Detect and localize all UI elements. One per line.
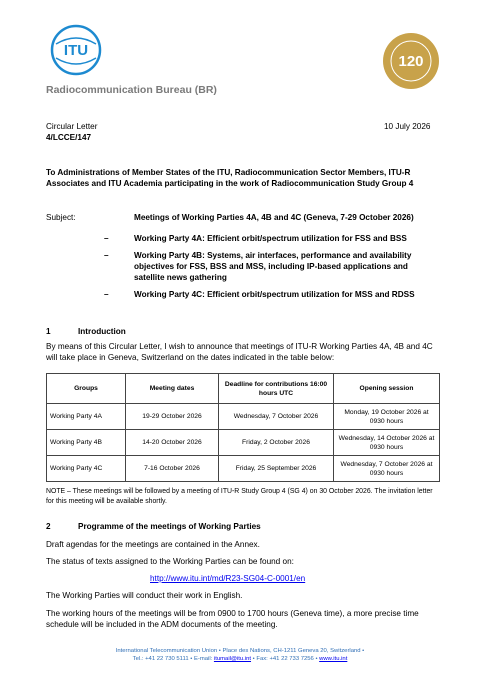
column-header: Deadline for contributions 16:00 hours UTC xyxy=(219,374,334,404)
letter-date: 10 July 2026 xyxy=(384,122,431,131)
intro-paragraph: By means of this Circular Letter, I wish to announce that meetings of ITU-R Working Parties 4A, 4B and 4C will take place in Geneva, Switzerland on the dates indicated in the table below: xyxy=(46,342,433,362)
letter-ref: 4/LCCE/147 xyxy=(46,133,92,142)
meetings-table xyxy=(46,373,440,482)
bullet-text: Working Party 4C: Efficient orbit/spectrum utilization for MSS and RDSS xyxy=(134,290,415,299)
footer-email-link[interactable]: itumail@itu.int xyxy=(213,656,252,662)
cell-deadline: Wednesday, 7 October 2026 xyxy=(219,404,334,430)
cell-group: Working Party 4B xyxy=(47,430,126,456)
status-texts-link[interactable]: http://www.itu.int/md/R23-SG04-C-0001/en xyxy=(150,574,306,583)
cell-opening: Wednesday, 14 October 2026 at 0930 hours xyxy=(334,430,440,456)
table-row xyxy=(47,430,440,456)
circular-letter-block xyxy=(46,121,97,143)
section-number: 2 xyxy=(46,522,51,531)
bullet-item xyxy=(104,289,436,300)
column-header: Groups xyxy=(47,374,126,404)
footer-fax: • Fax: +41 22 733 7256 • xyxy=(251,656,320,662)
bullet-text: Working Party 4B: Systems, air interfaces, performance and availability objectives for FSS, BSS and MSS, including IP-based applications and satellite news gathering xyxy=(134,251,412,282)
addressees: To Administrations of Member States of the ITU, Radiocommunication Sector Members, ITU-R Associates and ITU Academia participating in the work of Radiocommunication Study Group 4 xyxy=(46,168,414,188)
cell-dates: 19-29 October 2026 xyxy=(126,404,219,430)
subject-text: Meetings of Working Parties 4A, 4B and 4C (Geneva, 7-29 October 2026) xyxy=(134,213,414,222)
bullet-dash: – xyxy=(104,290,109,299)
cell-group: Working Party 4C xyxy=(47,456,126,482)
letter-type: Circular Letter xyxy=(46,122,98,131)
bureau-name: Radiocommunication Bureau (BR) xyxy=(46,84,217,96)
table-note: NOTE – These meetings will be followed by a meeting of ITU-R Study Group 4 (SG 4) on 30 October 2026. The invitation letter for this meeting will be available shortly. xyxy=(46,488,433,505)
programme-paragraph: The working hours of the meetings will be from 0900 to 1700 hours (Geneva time), a more precise time schedule will be included in the ADM documents of the meeting. xyxy=(46,609,419,629)
cell-deadline: Friday, 25 September 2026 xyxy=(219,456,334,482)
programme-paragraph: The status of texts assigned to the Working Parties can be found on: xyxy=(46,557,294,566)
programme-paragraph: Draft agendas for the meetings are contained in the Annex. xyxy=(46,540,260,549)
cell-deadline: Friday, 2 October 2026 xyxy=(219,430,334,456)
programme-paragraph: The Working Parties will conduct their work in English. xyxy=(46,591,243,600)
cell-dates: 14-20 October 2026 xyxy=(126,430,219,456)
cell-opening: Monday, 19 October 2026 at 0930 hours xyxy=(334,404,440,430)
cell-dates: 7-16 October 2026 xyxy=(126,456,219,482)
footer-web-link[interactable]: www.itu.int xyxy=(319,656,348,662)
bullet-item xyxy=(104,233,436,244)
cell-opening: Wednesday, 7 October 2026 at 0930 hours xyxy=(334,456,440,482)
footer-address: International Telecommunication Union • Place des Nations, CH-1211 Geneva 20, Switzerland • xyxy=(115,648,365,654)
section-number: 1 xyxy=(46,327,51,336)
section-heading xyxy=(46,326,126,337)
table-header-row xyxy=(47,374,440,404)
subject-bullets xyxy=(104,233,436,306)
itu-logo-text: ITU xyxy=(63,42,89,59)
bullet-dash: – xyxy=(104,234,109,243)
section-heading xyxy=(46,521,261,532)
subject-label: Subject: xyxy=(46,213,76,222)
bullet-dash: – xyxy=(104,251,109,260)
page-footer xyxy=(40,647,440,663)
table-row xyxy=(47,404,440,430)
cell-group: Working Party 4A xyxy=(47,404,126,430)
bullet-item xyxy=(104,250,436,283)
table-row xyxy=(47,456,440,482)
bullet-text: Working Party 4A: Efficient orbit/spectrum utilization for FSS and BSS xyxy=(134,234,407,243)
itu-logo xyxy=(50,24,102,76)
section-title: Introduction xyxy=(78,327,126,336)
column-header: Opening session xyxy=(334,374,440,404)
section-title: Programme of the meetings of Working Parties xyxy=(78,522,261,531)
svg-text:120: 120 xyxy=(398,53,424,70)
footer-contact xyxy=(40,655,440,663)
column-header: Meeting dates xyxy=(126,374,219,404)
footer-tel: Tel.: +41 22 730 5111 • E-mail: xyxy=(132,656,214,662)
anniversary-seal xyxy=(382,32,440,90)
